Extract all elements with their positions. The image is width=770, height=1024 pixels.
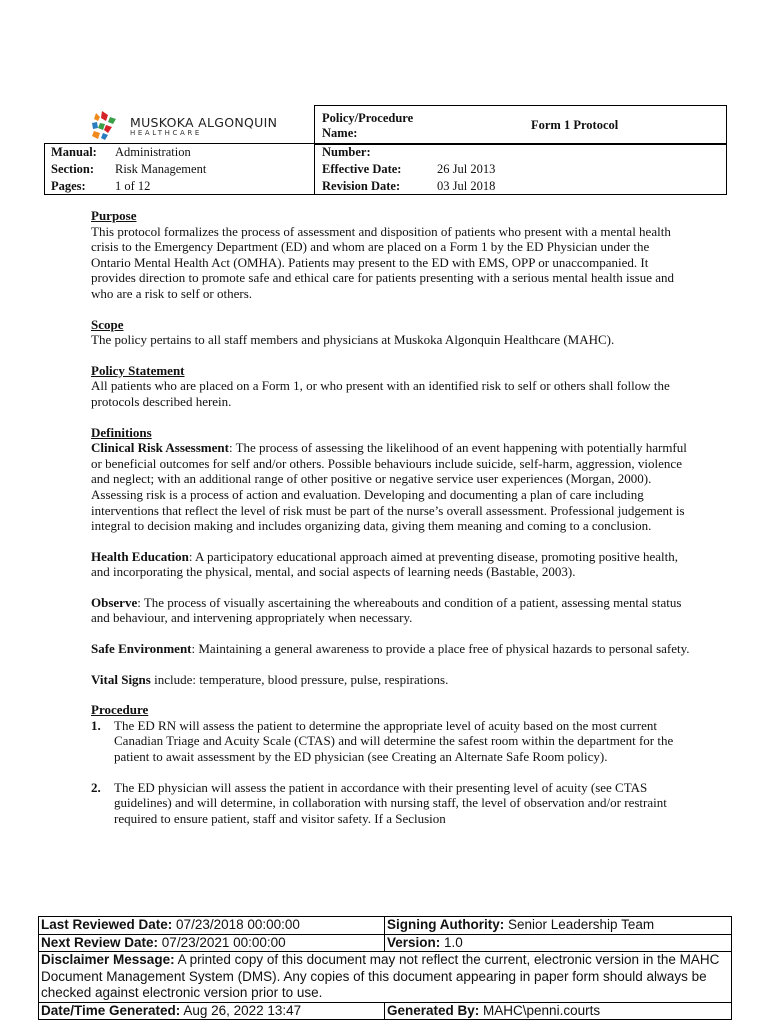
organization-logo <box>88 109 318 143</box>
definition-term: Health Education <box>91 548 189 564</box>
next-review-value: 07/23/2021 00:00:00 <box>158 934 286 950</box>
definition-term: Safe Environment <box>91 641 192 657</box>
version-value: 1.0 <box>440 934 463 950</box>
next-review-cell <box>39 935 385 952</box>
definition-term: Clinical Risk Assessment <box>91 440 229 456</box>
pages-value: 1 of 12 <box>115 179 151 193</box>
definition-term: Observe <box>91 594 138 610</box>
next-review-label: Next Review Date: <box>41 934 159 950</box>
policy-statement-text: All patients who are placed on a Form 1, or who present with an identified risk to self or others shall follow the protocols described herein. <box>91 378 670 409</box>
section-label: Section: <box>51 162 95 176</box>
last-reviewed-cell <box>39 917 385 934</box>
disclaimer-value: A printed copy of this document may not reflect the current, electronic version in the MAHC Document Management System (DMS). Any copies of this document appearing in paper form should always be checked against electronic version prior to use. <box>41 952 720 1000</box>
logo-name: MUSKOKA ALGONQUIN <box>130 115 278 130</box>
signing-authority-value: Senior Leadership Team <box>504 917 655 932</box>
definition-text: : Maintaining a general awareness to provide a place free of physical hazards to personal safety. <box>191 641 690 657</box>
definition-text: include: temperature, blood pressure, pulse, respirations. <box>150 671 449 687</box>
definition-safe-environment <box>91 641 691 657</box>
generated-by-cell <box>385 1003 731 1020</box>
definition-clinical-risk-assessment <box>91 440 691 534</box>
document-body <box>91 208 691 826</box>
revision-date-value: 03 Jul 2018 <box>437 179 496 193</box>
last-reviewed-label: Last Reviewed Date: <box>41 917 173 932</box>
document-footer <box>38 916 732 1020</box>
definition-text: : The process of visually ascertaining the whereabouts and condition of a patient, assessing mental status and behaviour, and intervening appropriately when necessary. <box>91 594 682 626</box>
signing-authority-cell <box>385 917 731 934</box>
step-number: 2. <box>91 779 101 795</box>
policy-name-label-2: Name: <box>322 126 358 140</box>
procedure-step <box>91 718 691 765</box>
definition-health-education <box>91 549 691 580</box>
purpose-heading: Purpose <box>91 208 137 223</box>
effective-date-value: 26 Jul 2013 <box>437 162 496 176</box>
step-number: 1. <box>91 717 101 733</box>
document-header <box>44 105 727 195</box>
procedure-list <box>91 718 691 827</box>
scope-text: The policy pertains to all staff members and physicians at Muskoka Algonquin Healthcare (MAHC). <box>91 332 615 348</box>
version-label: Version: <box>387 934 441 950</box>
number-label: Number: <box>322 145 371 159</box>
last-reviewed-value: 07/23/2018 00:00:00 <box>172 917 300 932</box>
generated-date-cell <box>39 1003 385 1020</box>
policy-name-value: Form 1 Protocol <box>531 118 619 132</box>
policy-name-label: Policy/Procedure <box>322 111 414 125</box>
section-value: Risk Management <box>115 162 207 176</box>
generated-date-label: Date/Time Generated: <box>41 1002 181 1018</box>
manual-info-cell <box>44 143 315 195</box>
disclaimer-cell <box>39 952 731 1002</box>
definition-text: : A participatory educational approach aimed at preventing disease, promoting positive health, and incorporating the physical, mental, and social aspects of learning needs (Bastable, 2003). <box>91 548 679 580</box>
generated-date-value: Aug 26, 2022 13:47 <box>180 1002 302 1018</box>
definition-term: Vital Signs <box>91 671 151 687</box>
logo-subtitle: HEALTHCARE <box>130 129 202 137</box>
generated-by-value: MAHC\penni.courts <box>479 1002 601 1018</box>
policy-name-cell <box>314 105 727 145</box>
signing-authority-label: Signing Authority: <box>387 917 505 932</box>
policy-statement-heading: Policy Statement <box>91 362 185 378</box>
procedure-step <box>91 780 691 827</box>
purpose-text: This protocol formalizes the process of assessment and disposition of patients who present with a mental health crisis to the Emergency Department (ED) and whom are placed on a Form 1 by the ED Physician under the Ontario Mental Health Act (OMHA). Patients may present to the ED with EMS, OPP or unaccompanied. It provides direction to promote safe and ethical care for patients presenting with a serious mental health issue and who are a risk to self or others. <box>91 223 675 301</box>
generated-by-label: Generated By: <box>387 1002 480 1018</box>
scope-heading: Scope <box>91 316 124 332</box>
version-cell <box>385 935 731 952</box>
manual-label: Manual: <box>51 145 97 159</box>
procedure-heading: Procedure <box>91 702 149 718</box>
definition-observe <box>91 595 691 626</box>
step-text: The ED physician will assess the patient in accordance with their presenting level of acuity (see CTAS guidelines) and will determine, in collaboration with nursing staff, the level of observation and/or restraint required to ensure patient, staff and visitor safety. If a Seclusion <box>114 779 667 826</box>
logo-cell <box>44 105 314 145</box>
definition-text: : The process of assessing the likelihood of an event happening with potentially harmful or beneficial outcomes for self and/or others. Possible behaviours include suicide, self-harm, aggression, violence and neglect; with an additional range of other positive or negative service user experiences (Morgan, 2000). Assessing risk is a process of action and evaluation. Developing and documenting a plan of care including interventions that reflect the level of risk must be part of the nurse’s overall assessment. Professional judgement is integral to decision making and includes organizing data, giving them meaning and coming to a conclusion. <box>91 440 687 534</box>
number-info-cell <box>314 143 727 195</box>
manual-value: Administration <box>115 145 191 159</box>
pages-label: Pages: <box>51 179 86 193</box>
maple-leaf-icon <box>88 109 126 141</box>
step-text: The ED RN will assess the patient to determine the appropriate level of acuity based on the most current Canadian Triage and Acuity Scale (CTAS) and will determine the safest room within the department for the patient to await assessment by the ED physician (see Creating an Alternate Safe Room policy). <box>114 717 674 765</box>
disclaimer-label: Disclaimer Message: <box>41 952 175 967</box>
definitions-heading: Definitions <box>91 424 152 440</box>
definition-vital-signs <box>91 672 691 688</box>
revision-date-label: Revision Date: <box>322 179 401 193</box>
effective-date-label: Effective Date: <box>322 162 402 176</box>
